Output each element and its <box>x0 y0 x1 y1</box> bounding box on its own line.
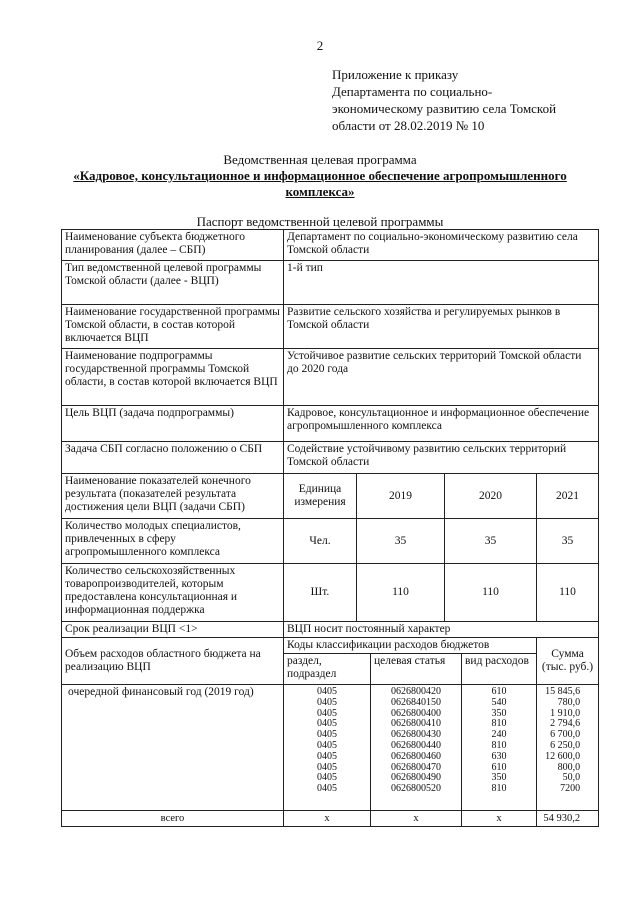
type-label: Тип ведомственной целевой программы Томской области (далее - ВЦП) <box>62 261 284 305</box>
expense-sum: 6 700,0 <box>550 729 581 741</box>
indicators-label: Наименование показателей конечного результата (показателей результата достижения цели ВЦП (задачи СБП) <box>62 474 284 519</box>
total-label: всего <box>62 811 284 827</box>
annex-line: Департамента по социально- <box>332 84 493 99</box>
sbp-value: Департамент по социально-экономическому развитию села Томской области <box>284 230 599 261</box>
table-row <box>62 622 599 638</box>
annex-line: Приложение к приказу <box>332 67 459 82</box>
indicator-2-label: Количество сельскохозяйственных товаропроизводителей, которым предоставлена консультационная и информационная поддержка <box>62 564 284 622</box>
task-value: Содействие устойчивому развитию сельских территорий Томской области <box>284 442 599 474</box>
gp-value: Развитие сельского хозяйства и регулируемых рынков в Томской области <box>284 305 599 349</box>
expense-sum: 1 910,0 <box>550 707 581 719</box>
kind-code: 610 <box>491 761 507 773</box>
indicator-1-unit: Чел. <box>284 519 357 564</box>
term-label: Срок реализации ВЦП <1> <box>62 622 284 638</box>
kind-code: 240 <box>491 729 507 741</box>
sbp-label: Наименование субъекта бюджетного планирования (далее – СБП) <box>62 230 284 261</box>
section-code: 0405 <box>317 761 337 773</box>
table-row <box>62 261 599 305</box>
goal-value: Кадровое, консультационное и информационное обеспечение агропромышленного комплекса <box>284 406 599 442</box>
article-code: 0626800430 <box>391 729 441 741</box>
table-row <box>62 230 599 261</box>
article-code: 0626800490 <box>391 772 441 784</box>
passport-table <box>61 229 599 827</box>
type-value: 1-й тип <box>284 261 599 305</box>
annex-block <box>332 66 622 134</box>
section-code: 0405 <box>317 750 337 762</box>
expense-sum: 15 845,6 <box>545 686 581 697</box>
indicator-1-value: 35 <box>445 519 537 564</box>
table-row <box>62 638 599 654</box>
section-code: 0405 <box>317 707 337 719</box>
article-code: 0626800470 <box>391 761 441 773</box>
kind-code: 810 <box>491 718 507 730</box>
article-code: 0626800420 <box>391 686 441 697</box>
kind-code: 350 <box>491 707 507 719</box>
kind-code: 540 <box>491 696 507 708</box>
total-row <box>62 811 599 827</box>
program-title: «Кадровое, консультационное и информационное обеспечение агропромышленного комплекса» <box>73 168 567 199</box>
indicator-2-value: 110 <box>445 564 537 622</box>
article-code: 0626800400 <box>391 707 441 719</box>
indicator-2-value: 110 <box>357 564 445 622</box>
indicator-1-value: 35 <box>357 519 445 564</box>
task-label: Задача СБП согласно положению о СБП <box>62 442 284 474</box>
section-code: 0405 <box>317 686 337 697</box>
indicator-2-value: 110 <box>537 564 599 622</box>
table-row <box>62 519 599 564</box>
expense-sum: 780,0 <box>557 696 581 708</box>
page-number: 2 <box>316 38 324 53</box>
indicator-2-unit: Шт. <box>284 564 357 622</box>
table-row <box>62 442 599 474</box>
annex-line: области от 28.02.2019 № 10 <box>332 118 485 133</box>
table-row <box>62 349 599 406</box>
table-row <box>62 406 599 442</box>
article-code: 0626800460 <box>391 750 441 762</box>
section-column <box>284 685 371 811</box>
goal-label: Цель ВЦП (задача подпрограммы) <box>62 406 284 442</box>
section-code: 0405 <box>317 772 337 784</box>
kind-code: 810 <box>491 783 507 795</box>
unit-header: Единица измерения <box>284 474 357 519</box>
kind-code: 630 <box>491 750 507 762</box>
passport-title: Паспорт ведомственной целевой программы <box>196 214 444 229</box>
article-code: 0626800440 <box>391 739 441 751</box>
section-code: 0405 <box>317 718 337 730</box>
expense-sum: 6 250,0 <box>550 739 581 751</box>
section-header: раздел, подраздел <box>284 654 371 685</box>
kind-code: 350 <box>491 772 507 784</box>
indicator-1-value: 35 <box>537 519 599 564</box>
expense-sum: 2 794,6 <box>550 718 581 730</box>
sum-header: Сумма (тыс. руб.) <box>537 638 599 685</box>
table-row <box>62 564 599 622</box>
kind-code: 610 <box>491 686 507 697</box>
article-code: 0626800520 <box>391 783 441 795</box>
subprogram-label: Наименование подпрограммы государственной программы Томской области, в состав которой включается ВЦП <box>62 349 284 406</box>
year-row-label: очередной финансовый год (2019 год) <box>62 685 284 811</box>
table-row <box>62 305 599 349</box>
section-code: 0405 <box>317 696 337 708</box>
program-label: Ведомственная целевая программа <box>223 152 417 167</box>
table-row <box>62 685 599 811</box>
section-code: 0405 <box>317 739 337 751</box>
total-x: х <box>371 811 462 827</box>
expense-sum: 12 600,0 <box>545 750 581 762</box>
total-sum: 54 930,2 <box>537 811 599 827</box>
year-header: 2021 <box>537 474 599 519</box>
section-code: 0405 <box>317 783 337 795</box>
expense-sum: 800,0 <box>557 761 581 773</box>
expense-sum: 7200 <box>560 783 581 795</box>
kind-header: вид расходов <box>462 654 537 685</box>
section-code: 0405 <box>317 729 337 741</box>
codes-header: Коды классификации расходов бюджетов <box>284 638 537 654</box>
sum-column <box>537 685 599 811</box>
gp-label: Наименование государственной программы Томской области, в состав которой включается ВЦП <box>62 305 284 349</box>
article-code: 0626840150 <box>391 696 441 708</box>
table-row <box>62 474 599 519</box>
article-header: целевая статья <box>371 654 462 685</box>
kind-code: 810 <box>491 739 507 751</box>
expense-sum: 50,0 <box>562 772 581 784</box>
subprogram-value: Устойчивое развитие сельских территорий Томской области до 2020 года <box>284 349 599 406</box>
term-value: ВЦП носит постоянный характер <box>284 622 599 638</box>
annex-line: экономическому развитию села Томской <box>332 101 557 116</box>
year-header: 2019 <box>357 474 445 519</box>
total-x: х <box>462 811 537 827</box>
indicator-1-label: Количество молодых специалистов, привлеченных в сферу агропромышленного комплекса <box>62 519 284 564</box>
article-column <box>371 685 462 811</box>
year-header: 2020 <box>445 474 537 519</box>
kind-column <box>462 685 537 811</box>
article-code: 0626800410 <box>391 718 441 730</box>
budget-label: Объем расходов областного бюджета на реализацию ВЦП <box>62 638 284 685</box>
total-x: х <box>284 811 371 827</box>
